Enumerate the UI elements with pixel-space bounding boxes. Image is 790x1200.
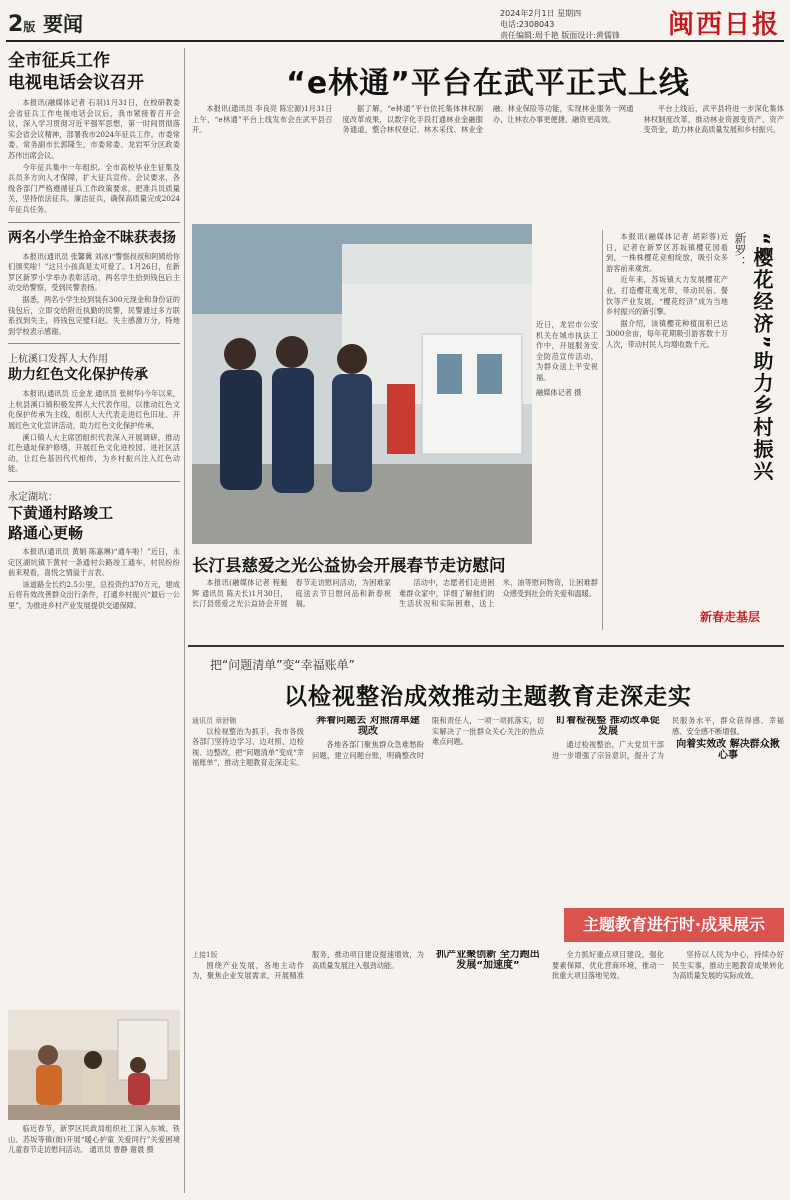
yongding-kicker: 永定湖坑： xyxy=(8,492,58,504)
social-work-caption: 临近春节，新罗区民政局组织社工深入东城、铁山、苏坂等镇(街)开展“暖心护童 关爱同行”关爱困境儿童春节走访慰问活动。 通讯员 曹静 谢晨 摄 xyxy=(8,1124,180,1155)
masthead-rule xyxy=(6,40,784,42)
masthead-meta: 2024年2月1日 星期四 电话:2308043 责任编辑:周千艳 版面设计:黄儒锋 xyxy=(500,9,620,40)
new-spring-tag: 新春走基层 xyxy=(700,610,761,624)
conscription-body: 本报讯(融媒体记者 石羽)1月31日，在校研教委会省征兵工作电视电话会议后，我市紧接着召开会议，深入学习贯彻习近平强军思想，第一时间贯彻落实会省会议精神，部署我市2024年征兵工作。市委常委、常务副市长郭隆生，市委常委、龙岩军分区政委苏伟出席会议。 今年征兵集中一年组织，全市高校毕业生征集及兵员多方向人才保障，扩大征兵宣传。会议要求，各级各部门严格遵循征兵工作政策要求，把准兵员质量关，坚持依法征兵、廉洁征兵，确保高质量完成2024年征兵任务。 xyxy=(8,98,180,214)
students-body: 本报讯(通讯员 张馨冀 刘冰)“警察叔叔和阿姨给你们颁奖啦！”这只小孩真是太可爱了。1月26日，在新罗区新罗小学举办表彰活动，两名学生拾到钱包后主动交给警察，受到民警表扬。 据悉，两名小学生捡到装有300元现金和身份证的钱包后，立即交给附近执勤的民警，民警通过多方联系找到失主，将钱包完璧归赵。失主感激万分，特地到学校表示感谢。 xyxy=(8,251,180,336)
changting-body: 本报讯(融媒体记者 程魁辉 通讯员 陈夫长)1月30日，长汀县慈爱之光公益协会开展春节走访慰问活动，为困难家庭送去节日慰问品和新春祝福。 活动中，志愿者们走进困难群众家中，详细了解他们的生活状况和实际困难，送上米、油等慰问物资，让困难群众感受到社会的关爱和温暖。 xyxy=(192,578,598,609)
lead-title: “e林通”平台在武平正式上线 xyxy=(286,66,690,101)
students-title: 两名小学生拾金不昧获表扬 xyxy=(8,229,176,246)
sakura-kicker: 新罗： xyxy=(733,232,747,268)
lead-photo xyxy=(192,224,532,544)
education-body: 通讯员 章舒翱 以检视整治为抓手，我市各级各部门坚持边学习、边对照、边检视、边整改，把“问题清单”变成“幸福账单”，推动主题教育走深走实。 奔着问题去 对照清单建现改 各地各部门聚焦群众急难愁盼问题，建立问题台账，明确整改时限和责任人，一项一项抓落实，切实解决了一批群众关心关注的热点难点问题。 盯着检视整 推动改革促发展 通过检视整治，广大党员干部进一步增强了宗旨意识，提升了为民服务水平，群众获得感、幸福感、安全感不断增强。 向着实效改 解决群众揪心事 xyxy=(192,716,784,768)
section-rule xyxy=(188,645,784,647)
column-divider xyxy=(184,48,185,1193)
shanghang-kicker: 上杭溪口发挥人大作用 xyxy=(8,354,108,366)
photo-illustration xyxy=(8,1010,180,1120)
showcase-banner: 主题教育进行时·成果展示 xyxy=(564,908,784,942)
sakura-body: 本报讯(融媒体记者 胡彩蓉)近日，记者在新罗区苏坂镇樱花园看到，一株株樱花竞相绽放，吸引众多游客前来观赏。 近年来，苏坂镇大力发展樱花产业，打造樱花观光带，带动民宿、餐饮等产业发展，“樱花经济”成为当地乡村振兴的新引擎。 据介绍，该镇樱花种植面积已达3000余亩，每年花期吸引游客数十万人次，带动村民人均增收数千元。 xyxy=(606,232,728,349)
lead-body: 本报讯(通讯员 李良亮 陈宏源)1月31日上午，“e林通”平台上线发布会在武平县召开。 据了解，“e林通”平台依托集体林权制度改革成果，以数字化手段打通林业金融服务通道，整合林权登记、林木采伐、林业金融、林业保险等功能，实现林业服务一网通办，让林农办事更便捷、融资更高效。 平台上线后，武平县将进一步深化集体林权制度改革，推动林业资源变资产、资产变资金，助力林业高质量发展和乡村振兴。 xyxy=(192,104,784,135)
sakura-title-block xyxy=(732,232,784,492)
yongding-title: 下黄通村路竣工 路通心更畅 xyxy=(8,504,114,543)
yongding-body: 本报讯(通讯员 黄娟 陈嘉琳)“通车啦！”近日，永定区湖坑镇下黄村一条通村公路竣工通车，村民纷纷前来观看，喜悦之情溢于言表。 该道路全长约2.5公里，总投资约370万元，建成后将有效改善群众出行条件，打通乡村振兴“最后一公里”，为推进乡村产业发展提供交通保障。 xyxy=(8,547,180,610)
shanghang-body: 本报讯(通讯员 丘金龙 通讯员 张树华)今年以来，上杭县溪口镇积极发挥人大代表作用，以推动红色文化保护传承为主线，组织人大代表走进红色旧址、开展红色文化宣讲活动，助力红色文化保护传承。 溪口镇人大主席团组织代表深入开展调研，推动红色遗址保护修缮，开展红色文化进校园、进社区活动，让红色基因代代相传，为乡村振兴注入红色动能。 xyxy=(8,389,180,474)
shanghang-title: 助力红色文化保护传承 xyxy=(8,367,148,384)
divider xyxy=(8,222,180,223)
divider xyxy=(8,481,180,482)
lead-photo-caption: 近日，龙岩市公安机关在城市执法工作中，开展服务安全防范宣传活动，为群众送上平安祝福。 融媒体记者 摄 xyxy=(536,320,598,397)
showcase-body: 上接1版 围绕产业发展，各地主动作为，聚焦企业发展需求，开展精准服务，推动项目建设提速增效，为高质量发展注入强劲动能。 抓产业聚创新 全力跑出发展“加速度” 全力抓好重点项目建设，强化要素保障，优化营商环境，推动一批重大项目落地见效。 坚持以人民为中心，持续办好民生实事，推动主题教育成果转化为高质量发展的实际成效。 xyxy=(192,950,784,981)
education-kicker: 把“问题清单”变“幸福账单” xyxy=(210,658,355,672)
divider xyxy=(8,343,180,344)
column-divider xyxy=(602,230,603,630)
conscription-title: 全市征兵工作 电视电话会议召开 xyxy=(8,51,144,93)
newspaper-logo: 闽西日报 xyxy=(667,10,780,40)
education-title: 以检视整治成效推动主题教育走深走实 xyxy=(284,684,692,710)
changting-title: 长汀县慈爱之光公益协会开展春节走访慰问 xyxy=(192,556,506,575)
police-illustration xyxy=(192,224,532,544)
sakura-title: “樱花经济”助力乡村振兴 xyxy=(750,232,774,483)
social-work-photo xyxy=(8,1010,180,1120)
page-number: 2版 要闻 xyxy=(8,12,83,37)
